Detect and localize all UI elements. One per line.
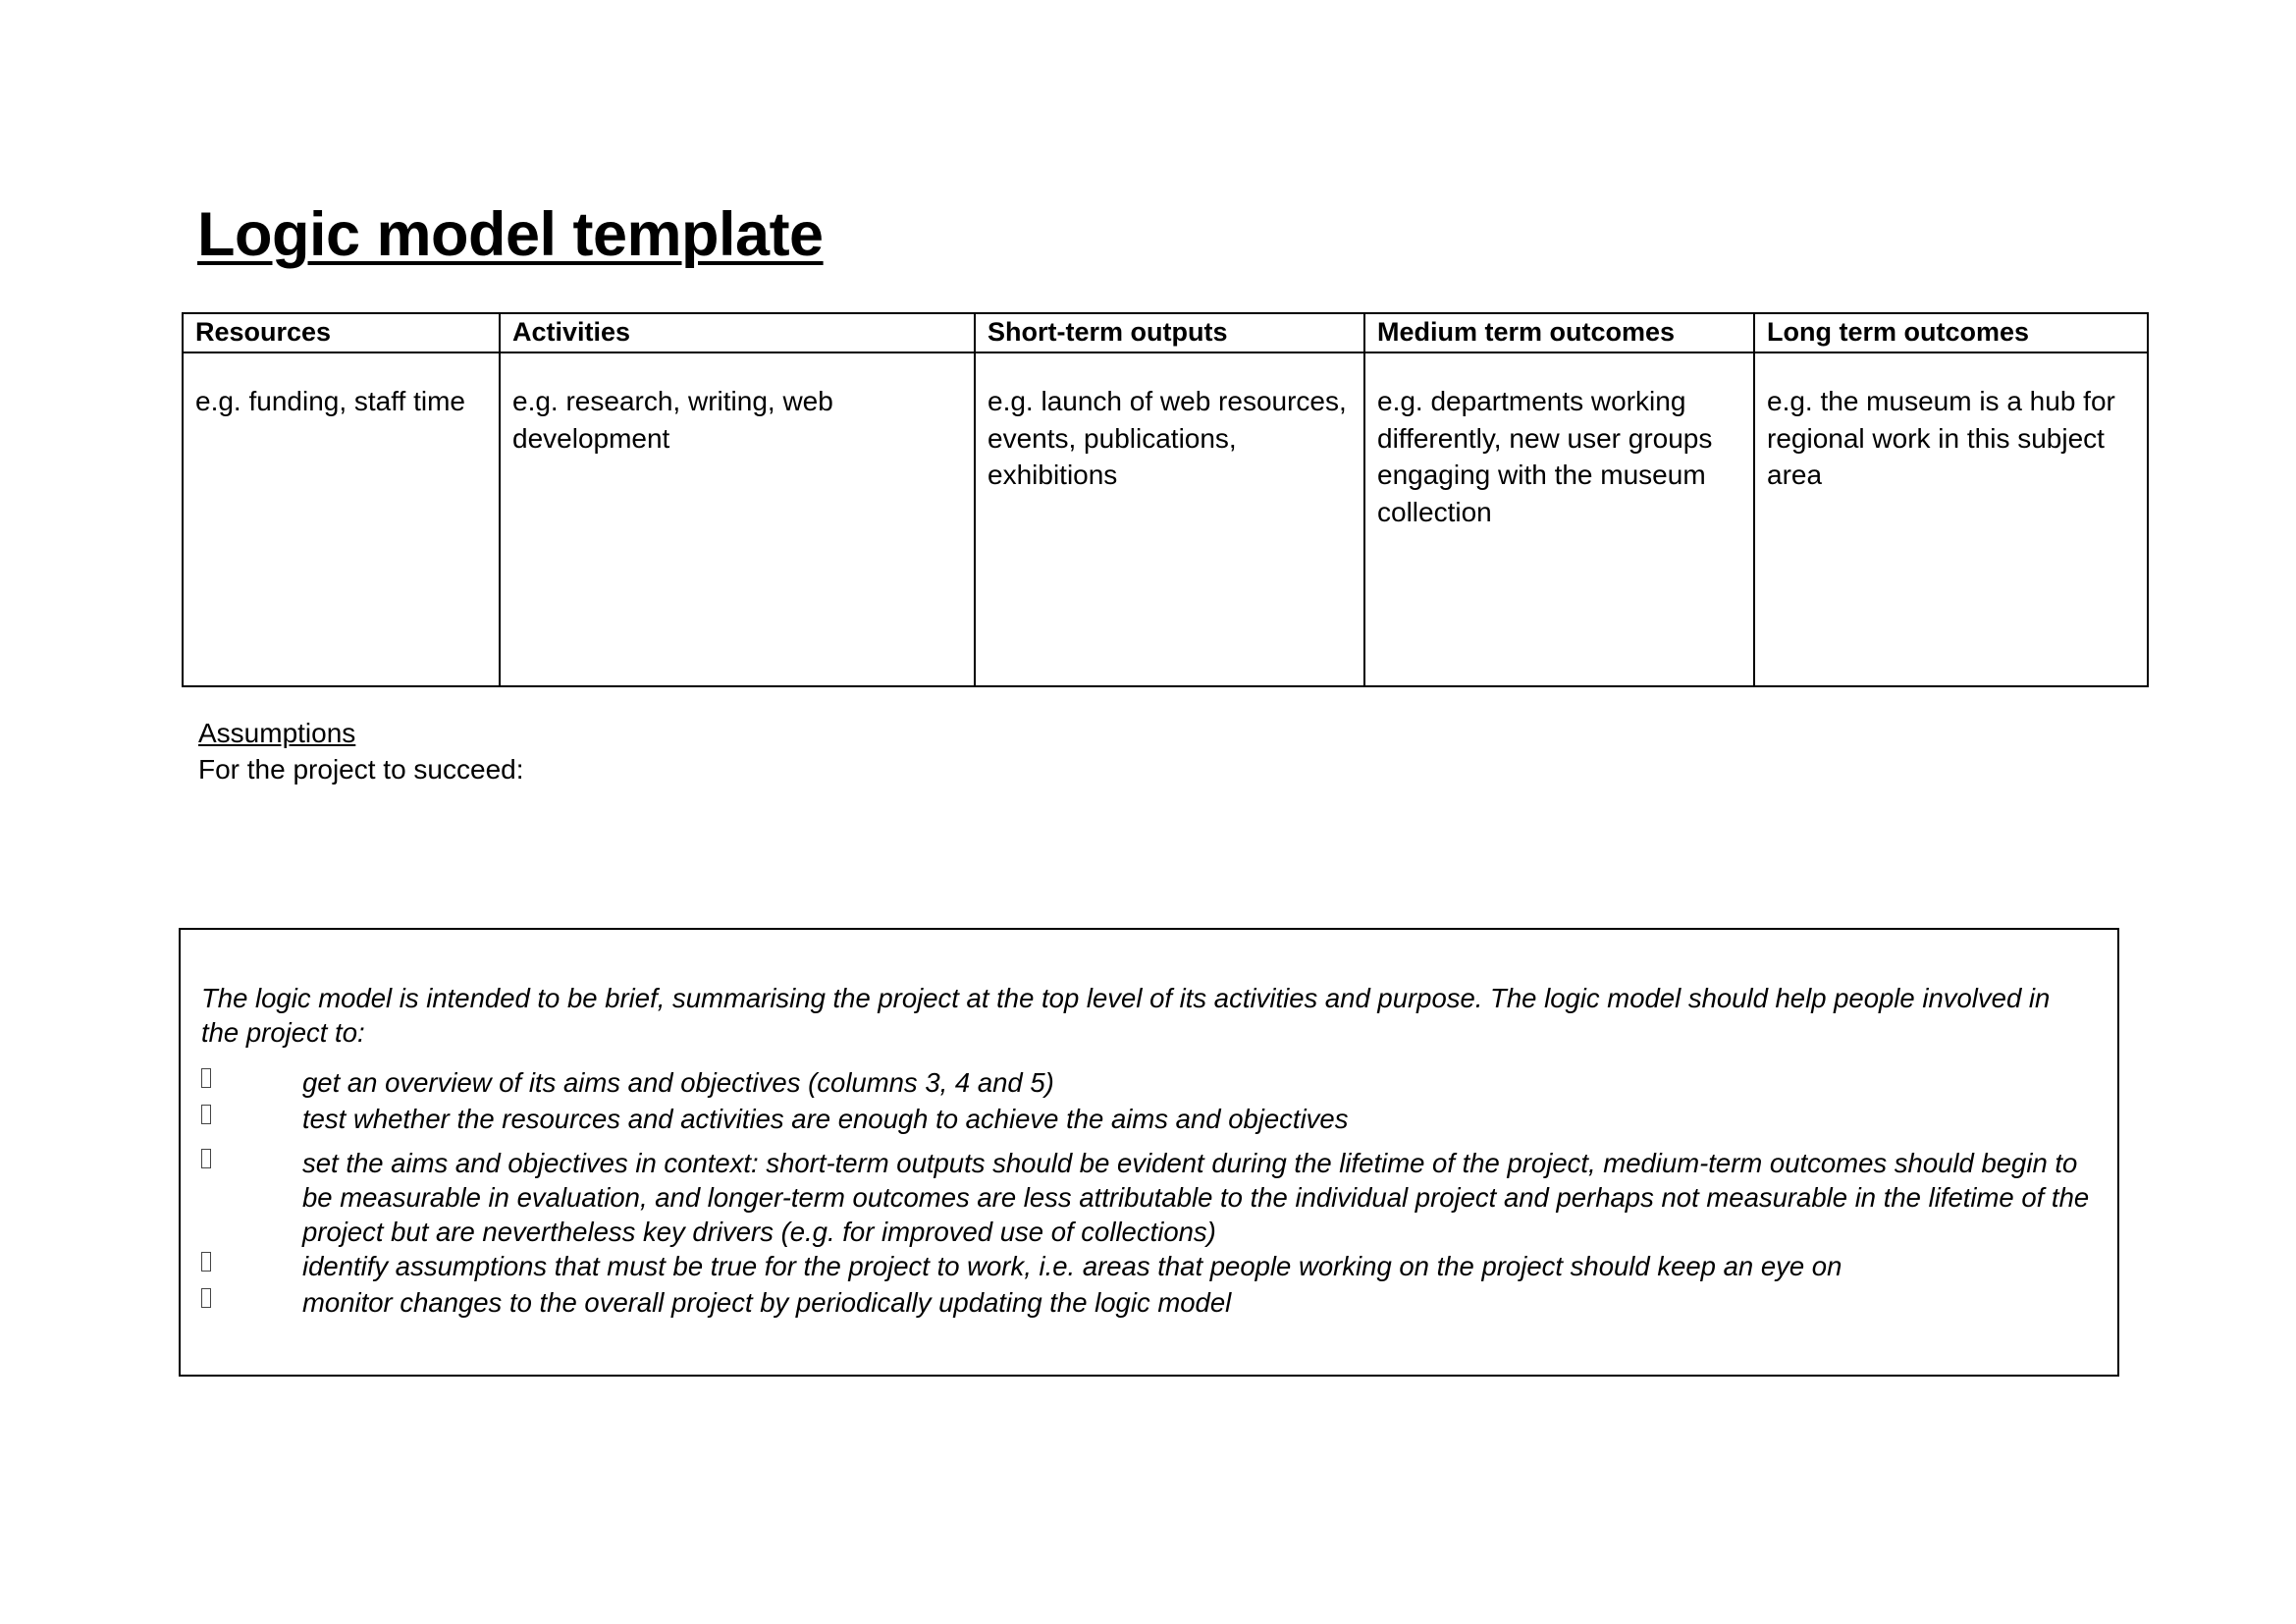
list-item-text: test whether the resources and activities are enough to achieve the aims and objectives (302, 1104, 1349, 1134)
guidance-intro: The logic model is intended to be brief, summarising the project at the top level of its activities and purpose. The logic model should help people involved in the project to: (201, 983, 2051, 1048)
table-row (183, 352, 2148, 686)
column-header-activities: Activities (500, 313, 975, 352)
page-title: Logic model template (197, 200, 824, 269)
column-header-long-term-outcomes: Long term outcomes (1754, 313, 2148, 352)
assumptions-heading: Assumptions (198, 718, 356, 748)
missing-glyph-bullet-icon (201, 1288, 211, 1308)
missing-glyph-bullet-icon (201, 1105, 211, 1124)
list-item-text: monitor changes to the overall project by periodically updating the logic model (302, 1287, 1232, 1318)
list-item-text: get an overview of its aims and objectives (columns 3, 4 and 5) (302, 1067, 1054, 1098)
missing-glyph-bullet-icon (201, 1252, 211, 1272)
column-header-resources: Resources (183, 313, 500, 352)
cell-activities-example: e.g. research, writing, web development (500, 352, 975, 686)
cell-short-term-outputs-example: e.g. launch of web resources, events, publications, exhibitions (975, 352, 1364, 686)
table-header-row (183, 313, 2148, 352)
guidance-note-box (179, 928, 2119, 1377)
list-item-text: set the aims and objectives in context: short-term outputs should be evident during the lifetime of the project, medium-term outcomes should begin to be measurable in evaluation, and longer-term outcomes are less attributable to the individual project and perhaps not measurable in the lifetime of the project but are nevertheless key drivers (e.g. for improved use of collections) (302, 1148, 2090, 1247)
assumptions-text: For the project to succeed: (198, 754, 524, 785)
cell-medium-term-outcomes-example: e.g. departments working differently, new user groups engaging with the museum collection (1364, 352, 1754, 686)
missing-glyph-bullet-icon (201, 1068, 211, 1088)
column-header-short-term-outputs: Short-term outputs (975, 313, 1364, 352)
logic-model-table (182, 312, 2149, 687)
cell-resources-example: e.g. funding, staff time (183, 352, 500, 686)
list-item-text: identify assumptions that must be true for the project to work, i.e. areas that people working on the project should keep an eye on (302, 1251, 1842, 1281)
cell-long-term-outcomes-example: e.g. the museum is a hub for regional work in this subject area (1754, 352, 2148, 686)
column-header-medium-term-outcomes: Medium term outcomes (1364, 313, 1754, 352)
missing-glyph-bullet-icon (201, 1149, 211, 1168)
